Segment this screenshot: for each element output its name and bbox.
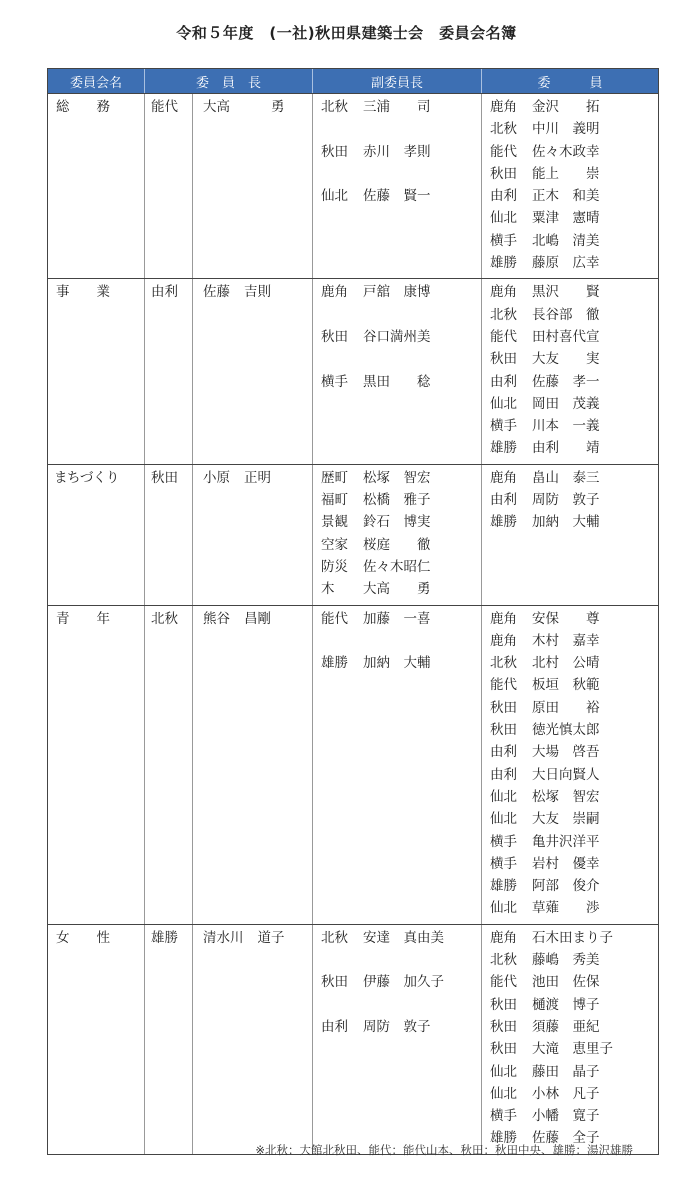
vice-chair-prefecture: 景観 [321, 514, 348, 531]
member-name: 大友 崇嗣 [532, 811, 600, 828]
vice-chair-prefecture [321, 994, 363, 1016]
committee-name-cell [48, 925, 145, 1154]
member-name: 周防 敦子 [532, 492, 600, 509]
chair-surname: 佐藤 [203, 284, 230, 301]
vice-chair-name: 鈴石 博実 [363, 514, 431, 531]
member-entry [482, 652, 658, 674]
committee-name-cell [48, 465, 145, 605]
member-name: 須藤 亜紀 [532, 1018, 600, 1035]
member-entry [482, 808, 658, 830]
member-entry [482, 853, 658, 875]
vice-chair-entry [313, 994, 481, 1016]
member-prefecture: 秋田 [490, 1018, 517, 1035]
vice-chair-name [363, 163, 481, 185]
member-prefecture: 雄勝 [490, 255, 517, 272]
chair-prefecture: 北秋 [151, 610, 178, 627]
vice-chair-name: 佐々木昭仁 [363, 558, 431, 575]
member-name: 長谷部 徹 [532, 306, 600, 323]
member-prefecture: 仙北 [490, 900, 517, 917]
member-name: 岩村 優幸 [532, 855, 600, 872]
member-name: 大友 実 [532, 351, 600, 368]
member-entry [482, 741, 658, 763]
committee-section [48, 925, 658, 1154]
vice-chair-entry [313, 281, 481, 303]
member-prefecture: 北秋 [490, 952, 517, 969]
header-vice-chair: 副委員長 [313, 69, 482, 93]
member-entry [482, 230, 658, 252]
chair-name [193, 608, 312, 630]
vice-chair-name: 黒田 稔 [363, 373, 431, 390]
member-prefecture: 秋田 [490, 351, 517, 368]
member-prefecture: 由利 [490, 373, 517, 390]
vice-chair-prefecture [321, 348, 363, 370]
member-prefecture: 鹿角 [490, 99, 517, 115]
member-prefecture: 能代 [490, 974, 517, 991]
header-members: 委 員 [537, 75, 603, 91]
vice-chair-entry [313, 630, 481, 652]
chair-given-name: 道子 [257, 929, 285, 946]
member-entry [482, 1105, 658, 1127]
member-name: 藤原 広幸 [532, 255, 600, 272]
vice-chair-entry [313, 949, 481, 971]
vice-chair-prefecture: 秋田 [321, 143, 348, 160]
member-name: 畠山 泰三 [532, 469, 600, 486]
chair-prefecture: 由利 [151, 284, 178, 301]
member-name: 佐々木政幸 [532, 143, 600, 160]
members-cell [482, 606, 658, 924]
chair-name-cell [193, 279, 313, 463]
member-name: 松塚 智宏 [532, 788, 600, 805]
committee-section [48, 465, 658, 606]
member-prefecture: 北秋 [490, 121, 517, 138]
member-name: 亀井沢洋平 [532, 833, 600, 850]
vice-chair-entry [313, 326, 481, 348]
header-committee: 委員会名 [48, 69, 145, 93]
vice-chair-name [363, 348, 481, 370]
member-prefecture: 仙北 [490, 811, 517, 828]
chair-name [193, 281, 312, 303]
member-entry [482, 348, 658, 370]
vice-chair-prefecture: 能代 [321, 610, 348, 627]
vice-chair-name: 桜庭 徹 [363, 536, 431, 553]
chair-pref-cell [145, 925, 193, 1154]
member-prefecture: 秋田 [490, 996, 517, 1013]
member-entry [482, 875, 658, 897]
member-entry [482, 994, 658, 1016]
member-name: 安保 尊 [532, 610, 600, 627]
vice-chair-prefecture: 鹿角 [321, 284, 348, 301]
chair-surname: 大高 [203, 99, 230, 115]
member-prefecture: 鹿角 [490, 284, 517, 301]
chair-pref-cell [145, 279, 193, 463]
committee-roster-table [47, 68, 659, 1155]
chair-prefecture: 雄勝 [151, 929, 178, 946]
member-name: 佐藤 孝一 [532, 373, 600, 390]
members-cell [482, 279, 658, 463]
member-name: 中川 義明 [532, 121, 600, 138]
chair-pref-cell [145, 606, 193, 924]
member-prefecture: 雄勝 [490, 514, 517, 531]
member-entry [482, 437, 658, 459]
vice-chair-entry [313, 608, 481, 630]
chair-name-cell [193, 925, 313, 1154]
committee-name: 事 業 [56, 284, 110, 301]
member-entry [482, 393, 658, 415]
vice-chair-prefecture: 横手 [321, 373, 348, 390]
member-entry [482, 96, 658, 118]
member-entry [482, 281, 658, 303]
member-prefecture: 北秋 [490, 655, 517, 672]
vice-chair-entry [313, 141, 481, 163]
committee-name: 総 務 [56, 99, 110, 115]
member-prefecture: 由利 [490, 492, 517, 509]
member-prefecture: 鹿角 [490, 469, 517, 486]
document-title: 令和５年度 (一社)秋田県建築士会 委員会名簿 [176, 24, 517, 42]
members-cell [482, 94, 658, 278]
vice-chair-name: 加藤 一喜 [363, 610, 431, 627]
member-name: 粟津 憲晴 [532, 210, 600, 227]
member-prefecture: 仙北 [490, 395, 517, 412]
vice-chair-entry [313, 511, 481, 533]
member-entry [482, 489, 658, 511]
member-entry [482, 252, 658, 274]
member-name: 加納 大輔 [532, 514, 600, 531]
vice-chair-prefecture: 空家 [321, 536, 348, 553]
vice-chair-name: 戸舘 康博 [363, 284, 431, 301]
member-prefecture: 雄勝 [490, 440, 517, 457]
chair-surname: 清水川 [203, 929, 244, 946]
committee-name-cell [48, 279, 145, 463]
member-entry [482, 326, 658, 348]
vice-chair-prefecture [321, 630, 363, 652]
member-name: 北嶋 清美 [532, 232, 600, 249]
member-entry [482, 719, 658, 741]
vice-chair-prefecture [321, 949, 363, 971]
member-entry [482, 949, 658, 971]
committee-section [48, 94, 658, 279]
vice-chair-prefecture: 由利 [321, 1018, 348, 1035]
member-entry [482, 1061, 658, 1083]
members-cell [482, 465, 658, 605]
member-prefecture: 由利 [490, 766, 517, 783]
member-prefecture: 雄勝 [490, 878, 517, 895]
vice-chair-entry [313, 556, 481, 578]
member-name: 石木田まり子 [532, 929, 613, 946]
member-prefecture: 能代 [490, 143, 517, 160]
vice-chair-name: 松橋 雅子 [363, 492, 431, 509]
member-prefecture: 横手 [490, 833, 517, 850]
vice-chair-name: 周防 敦子 [363, 1018, 431, 1035]
vice-chair-name: 赤川 孝則 [363, 143, 431, 160]
committee-sections [48, 94, 658, 1154]
member-prefecture: 秋田 [490, 722, 517, 739]
vice-chair-prefecture: 木 [321, 581, 335, 598]
vice-chair-name: 三浦 司 [363, 99, 431, 115]
vice-chair-prefecture: 雄勝 [321, 655, 348, 672]
vice-chair-cell [313, 925, 482, 1154]
chair-given-name: 勇 [244, 99, 285, 115]
committee-name: 青 年 [56, 610, 110, 627]
member-name: 木村 嘉幸 [532, 632, 600, 649]
member-entry [482, 764, 658, 786]
chair-surname: 熊谷 [203, 610, 230, 627]
member-name: 徳光慎太郎 [532, 722, 600, 739]
committee-name-cell [48, 606, 145, 924]
chair-prefecture: 能代 [151, 99, 178, 115]
member-entry [482, 371, 658, 393]
member-entry [482, 141, 658, 163]
vice-chair-prefecture: 仙北 [321, 188, 348, 205]
chair-given-name: 昌剛 [244, 610, 271, 627]
member-prefecture: 由利 [490, 744, 517, 761]
member-name: 板垣 秋範 [532, 677, 600, 694]
member-name: 藤嶋 秀美 [532, 952, 600, 969]
member-prefecture: 仙北 [490, 788, 517, 805]
member-name: 小幡 寛子 [532, 1108, 600, 1125]
vice-chair-entry [313, 96, 481, 118]
member-entry [482, 927, 658, 949]
vice-chair-name [363, 304, 481, 326]
member-name: 樋渡 博子 [532, 996, 600, 1013]
member-entry [482, 304, 658, 326]
vice-chair-name: 大高 勇 [363, 581, 431, 598]
member-prefecture: 鹿角 [490, 632, 517, 649]
vice-chair-cell [313, 94, 482, 278]
member-name: 金沢 拓 [532, 99, 600, 115]
vice-chair-entry [313, 927, 481, 949]
member-entry [482, 467, 658, 489]
chair-prefecture: 秋田 [151, 469, 178, 486]
members-cell [482, 925, 658, 1154]
vice-chair-entry [313, 534, 481, 556]
chair-name [193, 927, 312, 949]
vice-chair-prefecture [321, 118, 363, 140]
vice-chair-entry [313, 652, 481, 674]
vice-chair-entry [313, 304, 481, 326]
member-entry [482, 971, 658, 993]
member-prefecture: 鹿角 [490, 929, 517, 946]
member-name: 川本 一義 [532, 418, 600, 435]
member-prefecture: 能代 [490, 677, 517, 694]
member-entry [482, 674, 658, 696]
member-prefecture: 仙北 [490, 1085, 517, 1102]
member-prefecture: 北秋 [490, 306, 517, 323]
member-entry [482, 511, 658, 533]
vice-chair-entry [313, 489, 481, 511]
table-header-row [48, 69, 658, 94]
vice-chair-entry [313, 1016, 481, 1038]
member-entry [482, 786, 658, 808]
vice-chair-name: 谷口満州美 [363, 328, 431, 345]
member-entry [482, 697, 658, 719]
member-prefecture: 横手 [490, 232, 517, 249]
member-entry [482, 1083, 658, 1105]
vice-chair-name [363, 118, 481, 140]
member-name: 正木 和美 [532, 188, 600, 205]
vice-chair-name: 佐藤 賢一 [363, 188, 431, 205]
chair-name [193, 96, 312, 118]
member-entry [482, 608, 658, 630]
vice-chair-name: 安達 真由美 [363, 929, 444, 946]
member-name: 北村 公晴 [532, 655, 600, 672]
vice-chair-entry [313, 467, 481, 489]
chair-name-cell [193, 465, 313, 605]
member-name: 由利 靖 [532, 440, 600, 457]
member-name: 池田 佐保 [532, 974, 600, 991]
member-entry [482, 1038, 658, 1060]
member-prefecture: 秋田 [490, 699, 517, 716]
member-name: 小林 凡子 [532, 1085, 600, 1102]
member-entry [482, 207, 658, 229]
chair-name-cell [193, 94, 313, 278]
chair-pref-cell [145, 465, 193, 605]
vice-chair-prefecture [321, 304, 363, 326]
vice-chair-prefecture: 北秋 [321, 929, 348, 946]
vice-chair-cell [313, 279, 482, 463]
member-entry [482, 118, 658, 140]
member-prefecture: 能代 [490, 328, 517, 345]
member-entry [482, 897, 658, 919]
vice-chair-name [363, 949, 481, 971]
member-name: 岡田 茂義 [532, 395, 600, 412]
member-prefecture: 横手 [490, 1108, 517, 1125]
vice-chair-prefecture: 秋田 [321, 328, 348, 345]
header-chair: 委 員 長 [145, 69, 313, 93]
member-name: 田村喜代宣 [532, 328, 600, 345]
member-name: 原田 裕 [532, 699, 600, 716]
committee-section [48, 606, 658, 925]
chair-surname: 小原 [203, 469, 230, 486]
member-name: 能上 崇 [532, 165, 600, 182]
vice-chair-prefecture: 北秋 [321, 99, 348, 115]
member-prefecture: 秋田 [490, 165, 517, 182]
member-prefecture: 由利 [490, 188, 517, 205]
member-entry [482, 185, 658, 207]
member-prefecture: 仙北 [490, 210, 517, 227]
vice-chair-name: 伊藤 加久子 [363, 974, 444, 991]
member-prefecture: 雄勝 [490, 1130, 517, 1147]
member-name: 藤田 晶子 [532, 1063, 600, 1080]
member-entry [482, 163, 658, 185]
member-name: 大日向賢人 [532, 766, 600, 783]
committee-name: まちづくり [54, 469, 119, 486]
vice-chair-cell [313, 465, 482, 605]
member-entry [482, 415, 658, 437]
member-prefecture: 仙北 [490, 1063, 517, 1080]
footnote: ※北秋：大館北秋田、能代：能代山本、秋田：秋田中央、雄勝：湯沢雄勝 [255, 1143, 633, 1157]
vice-chair-entry [313, 578, 481, 600]
vice-chair-prefecture [321, 163, 363, 185]
member-name: 草薙 渉 [532, 900, 600, 917]
vice-chair-name: 加納 大輔 [363, 655, 431, 672]
chair-given-name: 吉則 [244, 284, 271, 301]
member-name: 黒沢 賢 [532, 284, 600, 301]
vice-chair-entry [313, 118, 481, 140]
committee-name-cell [48, 94, 145, 278]
vice-chair-entry [313, 348, 481, 370]
committee-section [48, 279, 658, 464]
vice-chair-prefecture: 秋田 [321, 974, 348, 991]
member-name: 佐藤 全子 [532, 1130, 600, 1147]
member-prefecture: 横手 [490, 418, 517, 435]
member-prefecture: 横手 [490, 855, 517, 872]
vice-chair-entry [313, 371, 481, 393]
member-name: 大場 啓吾 [532, 744, 600, 761]
member-entry [482, 1016, 658, 1038]
member-prefecture: 鹿角 [490, 610, 517, 627]
member-entry [482, 630, 658, 652]
chair-given-name: 正明 [244, 469, 271, 486]
vice-chair-entry [313, 163, 481, 185]
vice-chair-name [363, 630, 481, 652]
chair-pref-cell [145, 94, 193, 278]
vice-chair-entry [313, 971, 481, 993]
vice-chair-name [363, 994, 481, 1016]
vice-chair-cell [313, 606, 482, 924]
vice-chair-name: 松塚 智宏 [363, 469, 431, 486]
chair-name-cell [193, 606, 313, 924]
member-entry [482, 831, 658, 853]
chair-name [193, 467, 312, 489]
vice-chair-prefecture: 歴町 [321, 469, 348, 486]
member-name: 大滝 恵里子 [532, 1041, 613, 1058]
vice-chair-prefecture: 防災 [321, 558, 348, 575]
vice-chair-prefecture: 福町 [321, 492, 348, 509]
member-prefecture: 秋田 [490, 1041, 517, 1058]
member-name: 阿部 俊介 [532, 878, 600, 895]
committee-name: 女 性 [56, 929, 110, 946]
vice-chair-entry [313, 185, 481, 207]
